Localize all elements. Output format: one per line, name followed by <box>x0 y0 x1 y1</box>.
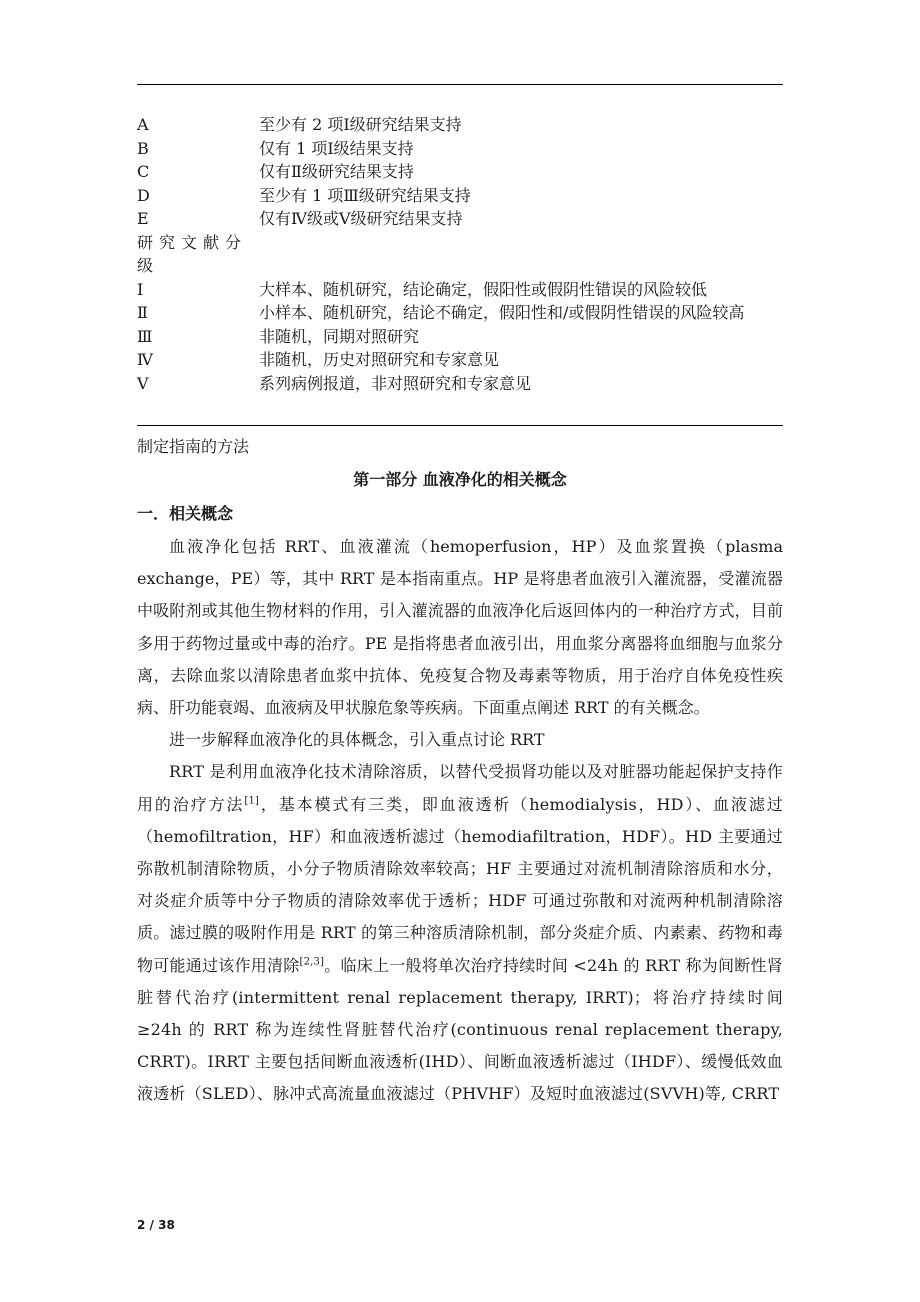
grade-key: A <box>137 115 150 134</box>
grade-desc <box>259 231 783 278</box>
grade-desc: 非随机，历史对照研究和专家意见 <box>259 350 500 369</box>
grade-row-level-3 <box>137 325 783 349</box>
grade-key: B <box>137 138 150 158</box>
grade-row-heading <box>137 231 783 278</box>
grade-key: Ⅳ <box>137 350 154 369</box>
grade-desc: 至少有 2 项Ⅰ级研究结果支持 <box>259 115 462 134</box>
grade-row-level-5 <box>137 372 783 396</box>
grade-row-level-4 <box>137 348 783 372</box>
grade-desc: 大样本、随机研究，结论确定，假阳性或假阴性错误的风险较低 <box>259 279 708 299</box>
header-rule <box>137 84 783 85</box>
grade-desc: 非随机，同期对照研究 <box>259 326 420 346</box>
part-title: 第一部分 血液净化的相关概念 <box>353 470 567 489</box>
grade-key: Ⅰ <box>137 279 145 299</box>
grade-desc: 仅有Ⅳ级或Ⅴ级研究结果支持 <box>259 209 463 228</box>
grade-key: Ⅴ <box>137 373 150 393</box>
paragraph: 血液净化包括 RRT、血液灌流（hemoperfusion，HP）及血浆置换（plasma exchange，PE）等，其中 RRT 是本指南重点。HP 是将患者血液引入灌流器，受灌流器中吸附剂或其他生物材料的作用，引入灌流器的血液净化后返回体内的一种治疗方式，目前多用于药物过量或中毒的治疗。PE 是指将患者血液引出，用血浆分离器将血细胞与血浆分离，去除血浆以清除患者血浆中抗体、免疫复合物及毒素等物质，用于治疗自体免疫性疾病、肝功能衰竭、血液病及甲状腺危象等疾病。下面重点阐述 RRT 的有关概念。 <box>137 537 783 718</box>
paragraph-text: 。临床上一般将单次治疗持续时间 <24h 的 RRT 称为间断性肾脏替代治疗(intermittent renal replacement therapy, IRRT)；将治疗持续时间 ≥24h 的 RRT 称为连续性肾脏替代治疗(continuous renal replacement therapy, CRRT)。IRRT 主要包括间断血液透析(IHD）、间断血液透析滤过（IHDF）、缓慢低效血液透析（SLED）、脉冲式高流量血液滤过（PHVHF）及短时血液滤过(SVVH)等, CRRT <box>137 955 783 1104</box>
page-number: 2 / 38 <box>137 1218 175 1232</box>
grade-row-level-2 <box>137 301 783 325</box>
grade-desc: 小样本、随机研究，结论不确定，假阳性和/或假阴性错误的风险较高 <box>259 303 745 322</box>
grade-desc: 仅有Ⅱ级研究结果支持 <box>259 162 414 181</box>
citation-ref: [2,3] <box>299 956 325 968</box>
section-title: 一．相关概念 <box>137 504 234 523</box>
paragraph: 进一步解释血液净化的具体概念，引入重点讨论 RRT <box>169 730 545 750</box>
grade-row-c <box>137 160 783 184</box>
grade-row-e <box>137 207 783 231</box>
grade-row-a <box>137 113 783 137</box>
citation-ref: [1] <box>244 795 260 807</box>
research-grade-heading: 研究文献分级 <box>137 232 248 275</box>
grade-key: C <box>137 162 151 181</box>
grade-key: Ⅲ <box>137 326 154 346</box>
paragraph <box>137 756 783 1110</box>
method-line: 制定指南的方法 <box>137 437 250 456</box>
evidence-grade-table <box>137 113 783 395</box>
grade-row-level-1 <box>137 278 783 302</box>
paragraph-text: ，基本模式有三类，即血液透析（hemodialysis，HD）、血液滤过（hemofiltration，HF）和血液透析滤过（hemodiafiltration，HDF）。HD 主要通过弥散机制清除物质，小分子物质清除效率较高；HF 主要通过对流机制清除溶质和水分，对炎症介质等中分子物质的清除效率优于透析；HDF 可通过弥散和对流两种机制清除溶质。滤过膜的吸附作用是 RRT 的第三种溶质清除机制，部分炎症介质、内素素、药物和毒物可能通过该作用清除 <box>137 794 784 975</box>
grade-desc: 至少有 1 项Ⅲ级研究结果支持 <box>259 185 471 205</box>
grade-desc: 仅有 1 项Ⅰ级结果支持 <box>259 138 414 158</box>
grade-key: E <box>137 209 150 228</box>
grade-desc: 系列病例报道，非对照研究和专家意见 <box>259 373 532 393</box>
grade-key: D <box>137 185 151 205</box>
paragraph-text: RRT 是利用血液净化技术清除溶质，以替代受损肾功能以及对脏器功能起保护支持作用的治疗方法 <box>137 762 783 814</box>
table-bottom-rule <box>137 425 783 426</box>
grade-key: Ⅱ <box>137 303 149 322</box>
grade-row-b <box>137 137 783 161</box>
grade-row-d <box>137 184 783 208</box>
body-text <box>137 531 783 1111</box>
